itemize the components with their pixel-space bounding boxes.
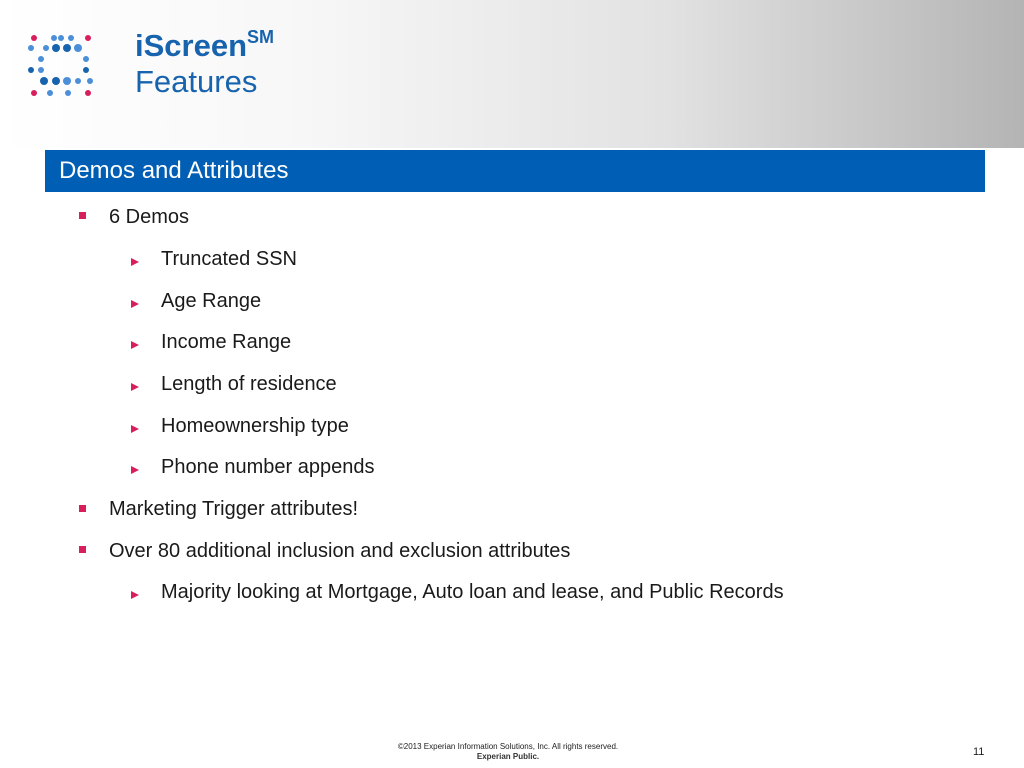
service-mark: SM: [247, 27, 275, 47]
list-item: Income Range: [161, 331, 292, 353]
arrow-bullet-icon: [131, 341, 139, 349]
square-bullet-icon: [79, 546, 86, 553]
arrow-bullet-icon: [131, 383, 139, 391]
list-item: 6 Demos: [109, 206, 190, 228]
brand-name: iScreen: [135, 28, 248, 63]
list-item: Length of residence: [161, 373, 337, 395]
page-number: 11: [973, 746, 985, 758]
arrow-bullet-icon: [131, 258, 139, 266]
classification-text: Experian Public.: [476, 752, 540, 761]
list-item: Phone number appends: [161, 456, 375, 478]
list-item: Majority looking at Mortgage, Auto loan and lease, and Public Records: [161, 581, 784, 603]
list-item: Marketing Trigger attributes!: [109, 498, 358, 520]
list-item: Truncated SSN: [161, 248, 297, 270]
list-item: Over 80 additional inclusion and exclusion attributes: [109, 540, 571, 562]
copyright-text: ©2013 Experian Information Solutions, Inc. All rights reserved.: [397, 742, 619, 751]
arrow-bullet-icon: [131, 425, 139, 433]
slide-subtitle: Features: [135, 64, 258, 99]
square-bullet-icon: [79, 505, 86, 512]
arrow-bullet-icon: [131, 591, 139, 599]
arrow-bullet-icon: [131, 300, 139, 308]
list-item: Age Range: [161, 290, 262, 312]
arrow-bullet-icon: [131, 466, 139, 474]
section-title: Demos and Attributes: [59, 157, 289, 184]
square-bullet-icon: [79, 212, 86, 219]
list-item: Homeownership type: [161, 415, 349, 437]
footer-copyright: [398, 742, 618, 762]
